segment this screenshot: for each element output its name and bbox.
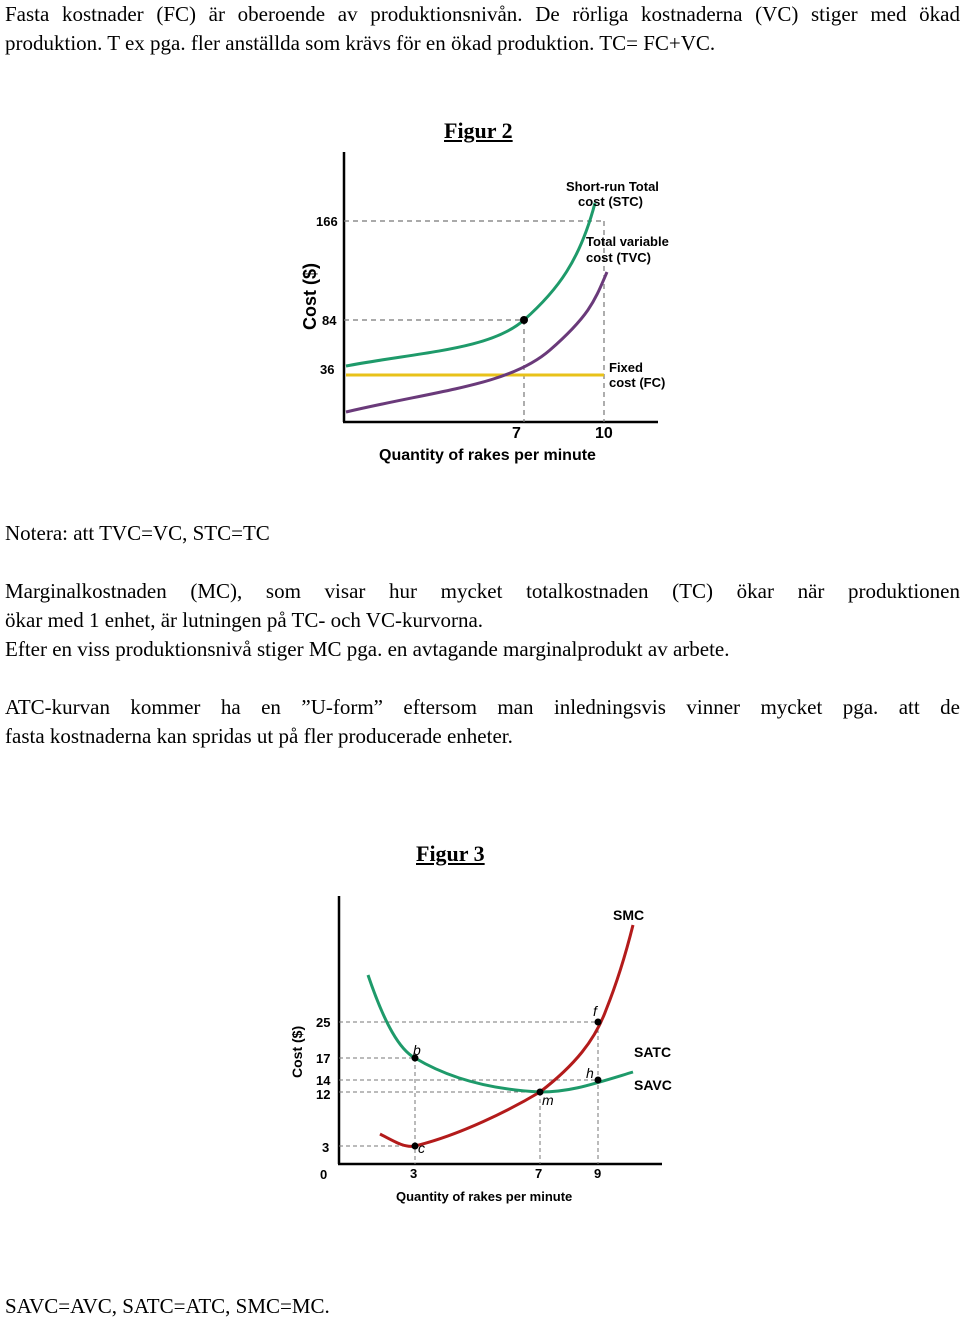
y-tick-3: 3 — [322, 1140, 330, 1155]
mc-line-2: ökar med 1 enhet, är lutningen på TC- och VC-kurvorna. — [5, 608, 484, 632]
y-tick-0: 0 — [320, 1167, 328, 1182]
tvc-label-line-2: cost (TVC) — [586, 250, 651, 265]
point-label-f: f — [593, 1003, 597, 1019]
y-tick-12: 12 — [316, 1087, 331, 1102]
mc-line-1: Marginalkostnaden (MC), som visar hur mycket totalkostnaden (TC) ökar när produktionen — [5, 579, 960, 603]
atc-line-1: ATC-kurvan kommer ha en ”U-form” eftersom man inledningsvis vinner mycket pga. att de — [5, 695, 960, 719]
stc-label-line-1: Short-run Total — [566, 179, 659, 194]
note-line: Notera: att TVC=VC, STC=TC — [5, 521, 270, 545]
point-h — [595, 1077, 602, 1084]
y-tick-17: 17 — [316, 1051, 331, 1066]
footer-line: SAVC=AVC, SATC=ATC, SMC=MC. — [5, 1294, 330, 1318]
x-tick-7: 7 — [512, 425, 521, 442]
figure-2-title: Figur 2 — [444, 118, 513, 143]
point-label-h: h — [586, 1065, 594, 1081]
x-tick-10: 10 — [595, 425, 613, 442]
atc-line-2: fasta kostnaderna kan spridas ut på fler producerade enheter. — [5, 724, 513, 748]
satc-label: SATC — [634, 1044, 672, 1060]
figure-2-chart — [0, 145, 960, 475]
smc-label: SMC — [613, 907, 645, 923]
point-label-b: b — [413, 1042, 421, 1058]
x-tick-3: 3 — [410, 1166, 418, 1181]
y-tick-36: 36 — [320, 362, 335, 377]
stc-point-7 — [520, 316, 528, 324]
y-tick-166: 166 — [316, 214, 338, 229]
point-f — [595, 1019, 602, 1026]
intro-line-2: produktion. T ex pga. fler anställda som krävs för en ökad produktion. TC= FC+VC. — [5, 31, 716, 55]
figure-2-x-axis-label: Quantity of rakes per minute — [379, 447, 596, 464]
intro-line-1: Fasta kostnader (FC) är oberoende av produktionsnivån. De rörliga kostnaderna (VC) stiger med ökad — [5, 2, 960, 26]
point-label-c: c — [418, 1140, 425, 1156]
stc-label-line-2: cost (STC) — [578, 194, 643, 209]
y-tick-84: 84 — [322, 313, 337, 328]
y-tick-14: 14 — [316, 1073, 331, 1088]
tvc-label-line-1: Total variable — [586, 234, 669, 249]
fc-label-line-1: Fixed — [609, 360, 643, 375]
figure-2-y-axis-label: Cost ($) — [300, 263, 320, 330]
figure-3-x-axis-label: Quantity of rakes per minute — [396, 1189, 573, 1204]
point-label-m: m — [542, 1092, 554, 1108]
mc-line-3: Efter en viss produktionsnivå stiger MC pga. en avtagande marginalprodukt av arbete. — [5, 637, 730, 661]
savc-label: SAVC — [634, 1077, 672, 1093]
x-tick-9: 9 — [594, 1166, 602, 1181]
fc-label-line-2: cost (FC) — [609, 375, 666, 390]
figure-3-title: Figur 3 — [416, 841, 485, 866]
y-tick-25: 25 — [316, 1015, 331, 1030]
x-tick-7: 7 — [535, 1166, 543, 1181]
savc-curve — [380, 925, 633, 1146]
figure-3-y-axis-label: Cost ($) — [289, 1025, 305, 1078]
figure-3-chart — [0, 890, 960, 1210]
